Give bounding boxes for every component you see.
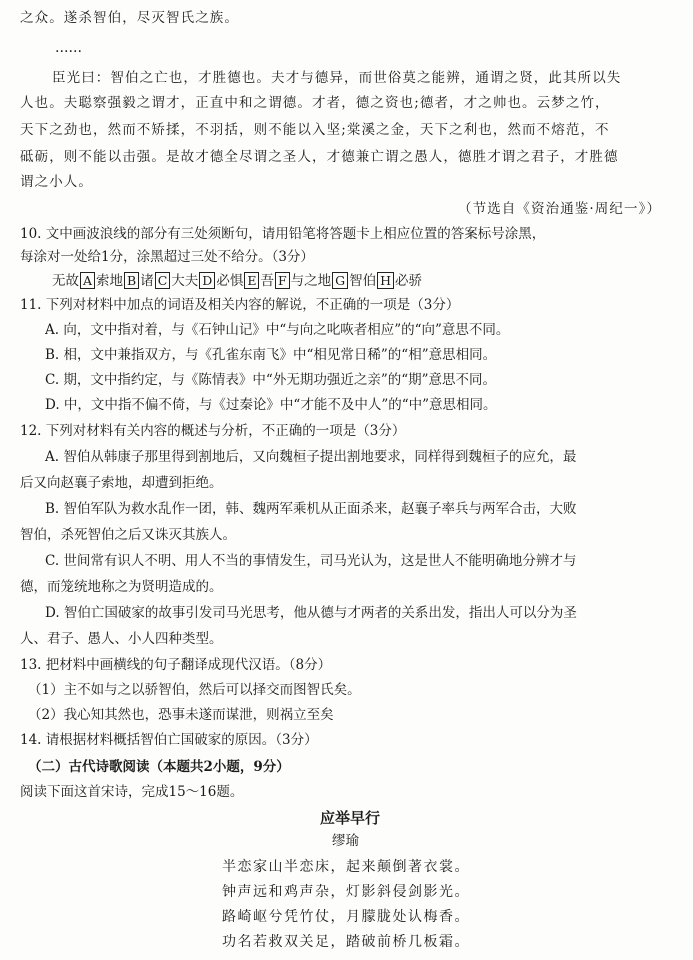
break-label-e: E bbox=[244, 272, 259, 289]
sentence-segment: 索地 bbox=[96, 273, 124, 289]
q13-sentence-2: （2）我心知其然也，恐事未遂而谋泄，则祸立至矣 bbox=[28, 707, 334, 723]
section-heading: （二）古代诗歌阅读（本题共2小题，9分） bbox=[28, 759, 290, 775]
q10-stem-cont: 每涂对一处给1分，涂黑超过三处不给分。（3分） bbox=[20, 249, 314, 265]
q11-option-c: C. 期，文中指约定，与《陈情表》中“外无期功强近之亲”的“期”意思不同。 bbox=[45, 372, 497, 388]
poem-title: 应举早行 bbox=[320, 809, 381, 827]
q12-option-d: D. 智伯亡国破家的故事引发司马光思考，他从德与才两者的关系出发，指出人可以分为圣 bbox=[45, 605, 577, 621]
comment-line: 谓之小人。 bbox=[20, 174, 93, 190]
section-intro: 阅读下面这首宋诗，完成15～16题。 bbox=[20, 784, 244, 800]
comment-line: 人也。夫聪察强毅之谓才，正直中和之谓德。才者，德之资也;德者，才之帅也。云梦之竹， bbox=[20, 95, 610, 111]
q12-option-c: C. 世间常有识人不明、用人不当的事情发生，司马光认为，这是世人不能明确地分辨才与 bbox=[45, 553, 577, 569]
comment-line: 天下之劲也，然而不矫揉，不羽括，则不能以入坚;棠溪之金，天下之利也，然而不熔范，不 bbox=[20, 122, 610, 138]
q10-sentence bbox=[52, 271, 422, 291]
q12-option-d-cont: 人、君子、愚人、小人四种类型。 bbox=[20, 631, 223, 647]
break-label-h: H bbox=[377, 272, 394, 289]
sentence-segment: 必骄 bbox=[395, 273, 423, 289]
sentence-segment: 与之地 bbox=[290, 273, 332, 289]
comment-line: 臣光曰：智伯之亡也，才胜德也。夫才与德异，而世俗莫之能辨，通谓之贤，此其所以失 bbox=[52, 70, 622, 86]
q12-stem: 12. 下列对材料有关内容的概述与分析，不正确的一项是（3分） bbox=[20, 423, 406, 439]
sentence-segment: 大夫 bbox=[171, 273, 199, 289]
q11-option-d: D. 中，文中指不偏不倚，与《过秦论》中“才能不及中人”的“中”意思相同。 bbox=[45, 397, 497, 413]
q10-stem: 10. 文中画波浪线的部分有三处须断句，请用铅笔将答题卡上相应位置的答案标号涂黑， bbox=[20, 226, 546, 242]
poem-line: 路崎岖兮凭竹仗，月朦胧处认梅香。 bbox=[222, 909, 470, 925]
q14-stem: 14. 请根据材料概括智伯亡国破家的原因。（3分） bbox=[20, 732, 318, 748]
passage-ellipsis: …… bbox=[55, 40, 82, 56]
q11-option-b: B. 相，文中兼指双方，与《孔雀东南飞》中“相见常日稀”的“相”意思相同。 bbox=[45, 347, 497, 363]
break-label-g: G bbox=[332, 272, 348, 289]
q13-stem: 13. 把材料中画横线的句子翻译成现代汉语。（8分） bbox=[20, 657, 332, 673]
comment-line: 砥砺，则不能以击强。是故才德全尽谓之圣人，才德兼亡谓之愚人，德胜才谓之君子，才胜德 bbox=[20, 149, 619, 165]
passage-source: （节选自《资治通鉴·周纪一》） bbox=[458, 201, 662, 217]
poem-line: 半恋家山半恋床，起来颠倒著衣裳。 bbox=[222, 859, 470, 875]
q12-option-a-cont: 后又向赵襄子索地，却遭到拒绝。 bbox=[20, 475, 223, 491]
q13-sentence-1: （1）主不如与之以骄智伯，然后可以择交而图智氏矣。 bbox=[28, 682, 361, 698]
q12-option-a: A. 智伯从韩康子那里得到割地后，又向魏桓子提出割地要求，同样得到魏桓子的应允，最 bbox=[45, 449, 577, 465]
passage-top-line: 之众。遂杀智伯，尽灭智氏之族。 bbox=[20, 10, 239, 26]
poem-line: 功名若救双关足，踏破前桥几板霜。 bbox=[222, 934, 470, 950]
q12-option-c-cont: 德，而笼统地称之为贤明造成的。 bbox=[20, 579, 223, 595]
break-label-b: B bbox=[124, 272, 139, 289]
break-label-a: A bbox=[80, 272, 95, 289]
q12-option-b-cont: 智伯，杀死智伯之后又诛灭其族人。 bbox=[20, 527, 236, 543]
break-label-c: C bbox=[155, 272, 171, 289]
break-label-f: F bbox=[275, 272, 290, 289]
poem-line: 钟声远和鸡声杂，灯影斜侵剑影光。 bbox=[222, 884, 470, 900]
sentence-segment: 无故 bbox=[52, 273, 79, 289]
q12-option-b: B. 智伯军队为救水乱作一团，韩、魏两军乘机从正面杀来，赵襄子率兵与两军合击，大败 bbox=[45, 501, 577, 517]
sentence-segment: 智伯 bbox=[349, 273, 377, 289]
sentence-segment: 诸 bbox=[140, 273, 154, 289]
poem-author: 缪瑜 bbox=[332, 833, 359, 849]
sentence-segment: 吾 bbox=[260, 273, 274, 289]
sentence-segment: 必惧 bbox=[216, 273, 244, 289]
q11-stem: 11. 下列对材料中加点的词语及相关内容的解说，不正确的一项是（3分） bbox=[20, 297, 460, 313]
break-label-d: D bbox=[199, 272, 215, 289]
q11-option-a: A. 向，文中指对着，与《石钟山记》中“与向之叱咴者相应”的“向”意思不同。 bbox=[45, 322, 510, 338]
